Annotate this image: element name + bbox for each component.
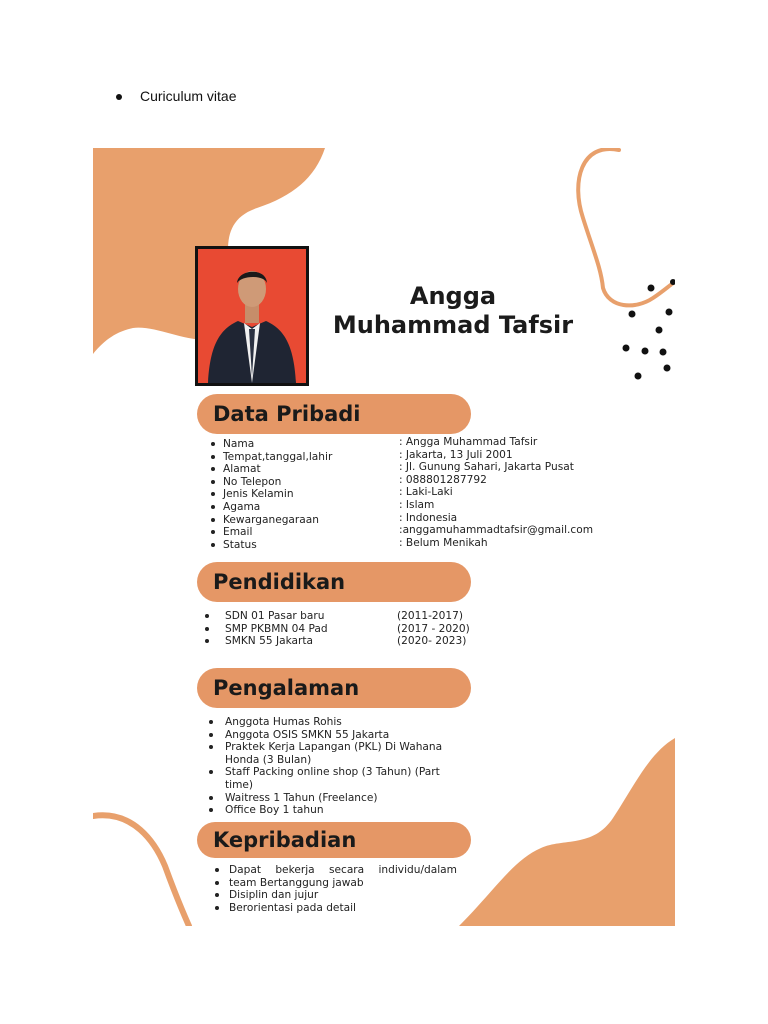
school-name: SMP PKBMN 04 Pad xyxy=(225,622,328,635)
experience-item: Anggota OSIS SMKN 55 Jakarta xyxy=(197,729,447,742)
label-item: No Telepon xyxy=(209,476,389,489)
cv-page xyxy=(93,148,675,926)
section-header-data-pribadi xyxy=(197,394,471,434)
school-years: (2020- 2023) xyxy=(397,635,467,648)
experience-list xyxy=(197,716,447,817)
personality-item: Disiplin dan jujur xyxy=(199,889,457,902)
personality-list xyxy=(199,864,457,914)
label-item: Agama xyxy=(209,501,389,514)
value-item: : 088801287792 xyxy=(399,473,487,486)
dot-pattern xyxy=(623,279,676,380)
personality-item: Berorientasi pada detail xyxy=(199,902,457,915)
experience-item: Waitress 1 Tahun (Freelance) xyxy=(197,792,447,805)
value-item: : Indonesia xyxy=(399,511,458,524)
bullet-dot xyxy=(116,94,122,100)
experience-item: Office Boy 1 tahun xyxy=(197,804,447,817)
value-item: : Jl. Gunung Sahari, Jakarta Pusat xyxy=(399,461,574,474)
value-item: : Jakarta, 13 Juli 2001 xyxy=(399,448,513,461)
value-item: : Angga Muhammad Tafsir xyxy=(399,436,538,448)
bottom-left-curve xyxy=(93,815,189,926)
education-row xyxy=(199,635,489,648)
cv-heading-text: Curiculum vitae xyxy=(140,88,237,104)
section-header-pendidikan xyxy=(197,562,471,602)
education-list xyxy=(199,610,489,648)
personality-item: team Bertanggung jawab xyxy=(199,877,457,890)
experience-item: Anggota Humas Rohis xyxy=(197,716,447,729)
school-name: SDN 01 Pasar baru xyxy=(225,610,325,622)
section-header-kepribadian xyxy=(197,822,471,858)
label-item: Email xyxy=(209,526,389,539)
name-line-1: Angga xyxy=(409,282,497,310)
label-item: Jenis Kelamin xyxy=(209,488,389,501)
document-bullet xyxy=(116,88,236,104)
experience-item: Staff Packing online shop (3 Tahun) (Part time) xyxy=(197,766,447,791)
school-years: (2011-2017) xyxy=(397,610,464,622)
label-item: Status xyxy=(209,539,389,552)
value-item: :anggamuhammadtafsir@gmail.com xyxy=(399,524,594,537)
education-row xyxy=(199,610,489,623)
experience-item: Praktek Kerja Lapangan (PKL) Di Wahana Honda (3 Bulan) xyxy=(197,741,447,766)
value-item: : Belum Menikah xyxy=(399,536,488,549)
label-item: Nama xyxy=(209,438,389,451)
section-title: Kepribadian xyxy=(213,828,357,852)
section-title: Pengalaman xyxy=(213,676,360,700)
school-years: (2017 - 2020) xyxy=(397,622,470,635)
value-item: : Islam xyxy=(399,498,435,511)
label-item: Alamat xyxy=(209,463,389,476)
label-item: Tempat,tanggal,lahir xyxy=(209,451,389,464)
section-title: Pendidikan xyxy=(213,570,346,594)
bottom-right-blob xyxy=(459,738,675,926)
value-item: : Laki-Laki xyxy=(399,486,453,499)
school-name: SMKN 55 Jakarta xyxy=(225,635,314,648)
education-row xyxy=(199,623,489,636)
personal-values xyxy=(399,436,593,549)
personality-item: Dapat bekerja secara individu/dalam xyxy=(199,864,457,877)
section-header-pengalaman xyxy=(197,668,471,708)
label-item: Kewarganegaraan xyxy=(209,514,389,527)
profile-photo xyxy=(195,246,309,386)
name-line-2: Muhammad Tafsir xyxy=(332,311,574,339)
full-name xyxy=(313,282,593,340)
section-title: Data Pribadi xyxy=(213,402,361,426)
personal-labels xyxy=(209,438,389,551)
